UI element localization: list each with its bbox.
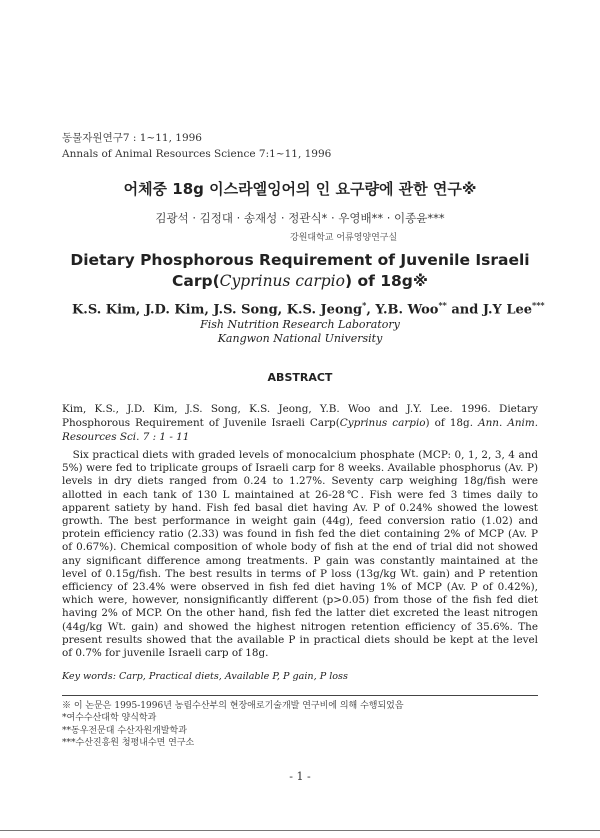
- journal-line-korean: 동물자원연구7 : 1~11, 1996: [62, 132, 202, 144]
- author-group-3: and J.Y Lee: [446, 302, 533, 318]
- english-affiliation: [0, 318, 600, 346]
- english-authors: [72, 300, 545, 317]
- citation-journal: Ann. Anim. Resources Sci. 7 : 1 - 11: [62, 417, 539, 443]
- footnote-divider: [62, 695, 538, 696]
- title-suffix: ) of 18g※: [344, 272, 428, 290]
- abstract-heading: ABSTRACT: [267, 371, 333, 384]
- english-title-line1: Dietary Phosphorous Requirement of Juvenile Israeli: [70, 251, 530, 269]
- page-bottom-edge: [0, 830, 600, 831]
- author-mark-2: **: [438, 300, 447, 310]
- korean-title: 어체중 18g 이스라엘잉어의 인 요구량에 관한 연구※: [123, 180, 477, 198]
- citation: [62, 402, 538, 444]
- english-title: [0, 250, 600, 292]
- university-name: Kangwon National University: [217, 332, 383, 345]
- author-mark-1: *: [362, 300, 367, 310]
- korean-authors: 김광석 · 김정대 · 송재성 · 정관식* · 우영배** · 이종윤***: [155, 211, 445, 225]
- author-group-2: , Y.B. Woo: [366, 302, 439, 318]
- journal-line-english: Annals of Animal Resources Science 7:1~11, 1996: [62, 148, 332, 160]
- abstract-body: [62, 449, 538, 660]
- footnote-affiliation-2: **동우전문대 수산자원개발학과: [62, 725, 187, 736]
- english-title-line2: [0, 271, 600, 292]
- keywords: Key words: Carp, Practical diets, Available P, P gain, P loss: [62, 671, 348, 682]
- footnote-funding: ※ 이 논문은 1995-1996년 농림수산부의 현장애로기술개발 연구비에 의해 수행되었음: [62, 701, 404, 711]
- title-prefix: Carp(: [172, 272, 220, 290]
- footnote-affiliation-1: *여수수산대학 양식학과: [62, 713, 157, 724]
- korean-affiliation: 강원대학교 어류영양연구실: [290, 233, 398, 243]
- page-number: - 1 -: [289, 770, 311, 783]
- author-mark-3: ***: [532, 300, 545, 310]
- citation-text-1: Kim, K.S., J.D. Kim, J.S. Song, K.S. Jeong, Y.B. Woo and J.Y. Lee. 1996. Dietary Phosphorous Requirement of Juvenile Israeli Carp(: [62, 403, 538, 429]
- lab-name: Fish Nutrition Research Laboratory: [200, 318, 400, 331]
- citation-text-2: ) of 18g.: [425, 417, 479, 429]
- abstract-text: Six practical diets with graded levels of monocalcium phosphate (MCP: 0, 1, 2, 3, 4 and 5%) were fed to triplicate groups of Israeli carp for 8 weeks. Available phosphorus (Av. P) levels in dry diets ranged from 0.24 to 1.27%. Seventy carp weighing 18g/fish were allotted in each tank of 130 L maintained at 26-28℃. Fish were fed 3 times daily to apparent satiety by hand. Fish fed basal diet having Av. P of 0.24% showed the lowest growth. The best performance in weight gain (44g), feed conversion ratio (1.02) and protein efficiency ratio (2.33) was found in fish fed the diet containing 2% of MCP (Av. P of 0.67%). Chemical composition of whole body of fish at the end of trial did not showed any significant difference among treatments. P gain was constantly maintained at the level of 0.15g/fish. The best results in terms of P loss (13g/kg Wt. gain) and P retention efficiency of 23.4% were observed in fish fed diet having 1% of MCP (Av. P of 0.42%), which were, however, nonsignificantly different (p>0.05) from those of the fish fed diet having 2% of MCP. On the other hand, fish fed the latter diet excreted the least nitrogen (44g/kg Wt. gain) and showed the highest nitrogen retention efficiency of 35.6%. The present results showed that the available P in practical diets should be kept at the level of 0.7% for juvenile Israeli carp of 18g.: [62, 449, 538, 660]
- footnote-affiliation-3: ***수산진흥원 청평내수면 연구소: [62, 737, 195, 748]
- footnotes: [62, 700, 404, 749]
- journal-header: [62, 130, 331, 162]
- title-scientific-name: Cyprinus carpio: [219, 272, 345, 290]
- author-group-1: K.S. Kim, J.D. Kim, J.S. Song, K.S. Jeong: [72, 302, 363, 318]
- citation-scientific-name: Cyprinus carpio: [339, 417, 426, 429]
